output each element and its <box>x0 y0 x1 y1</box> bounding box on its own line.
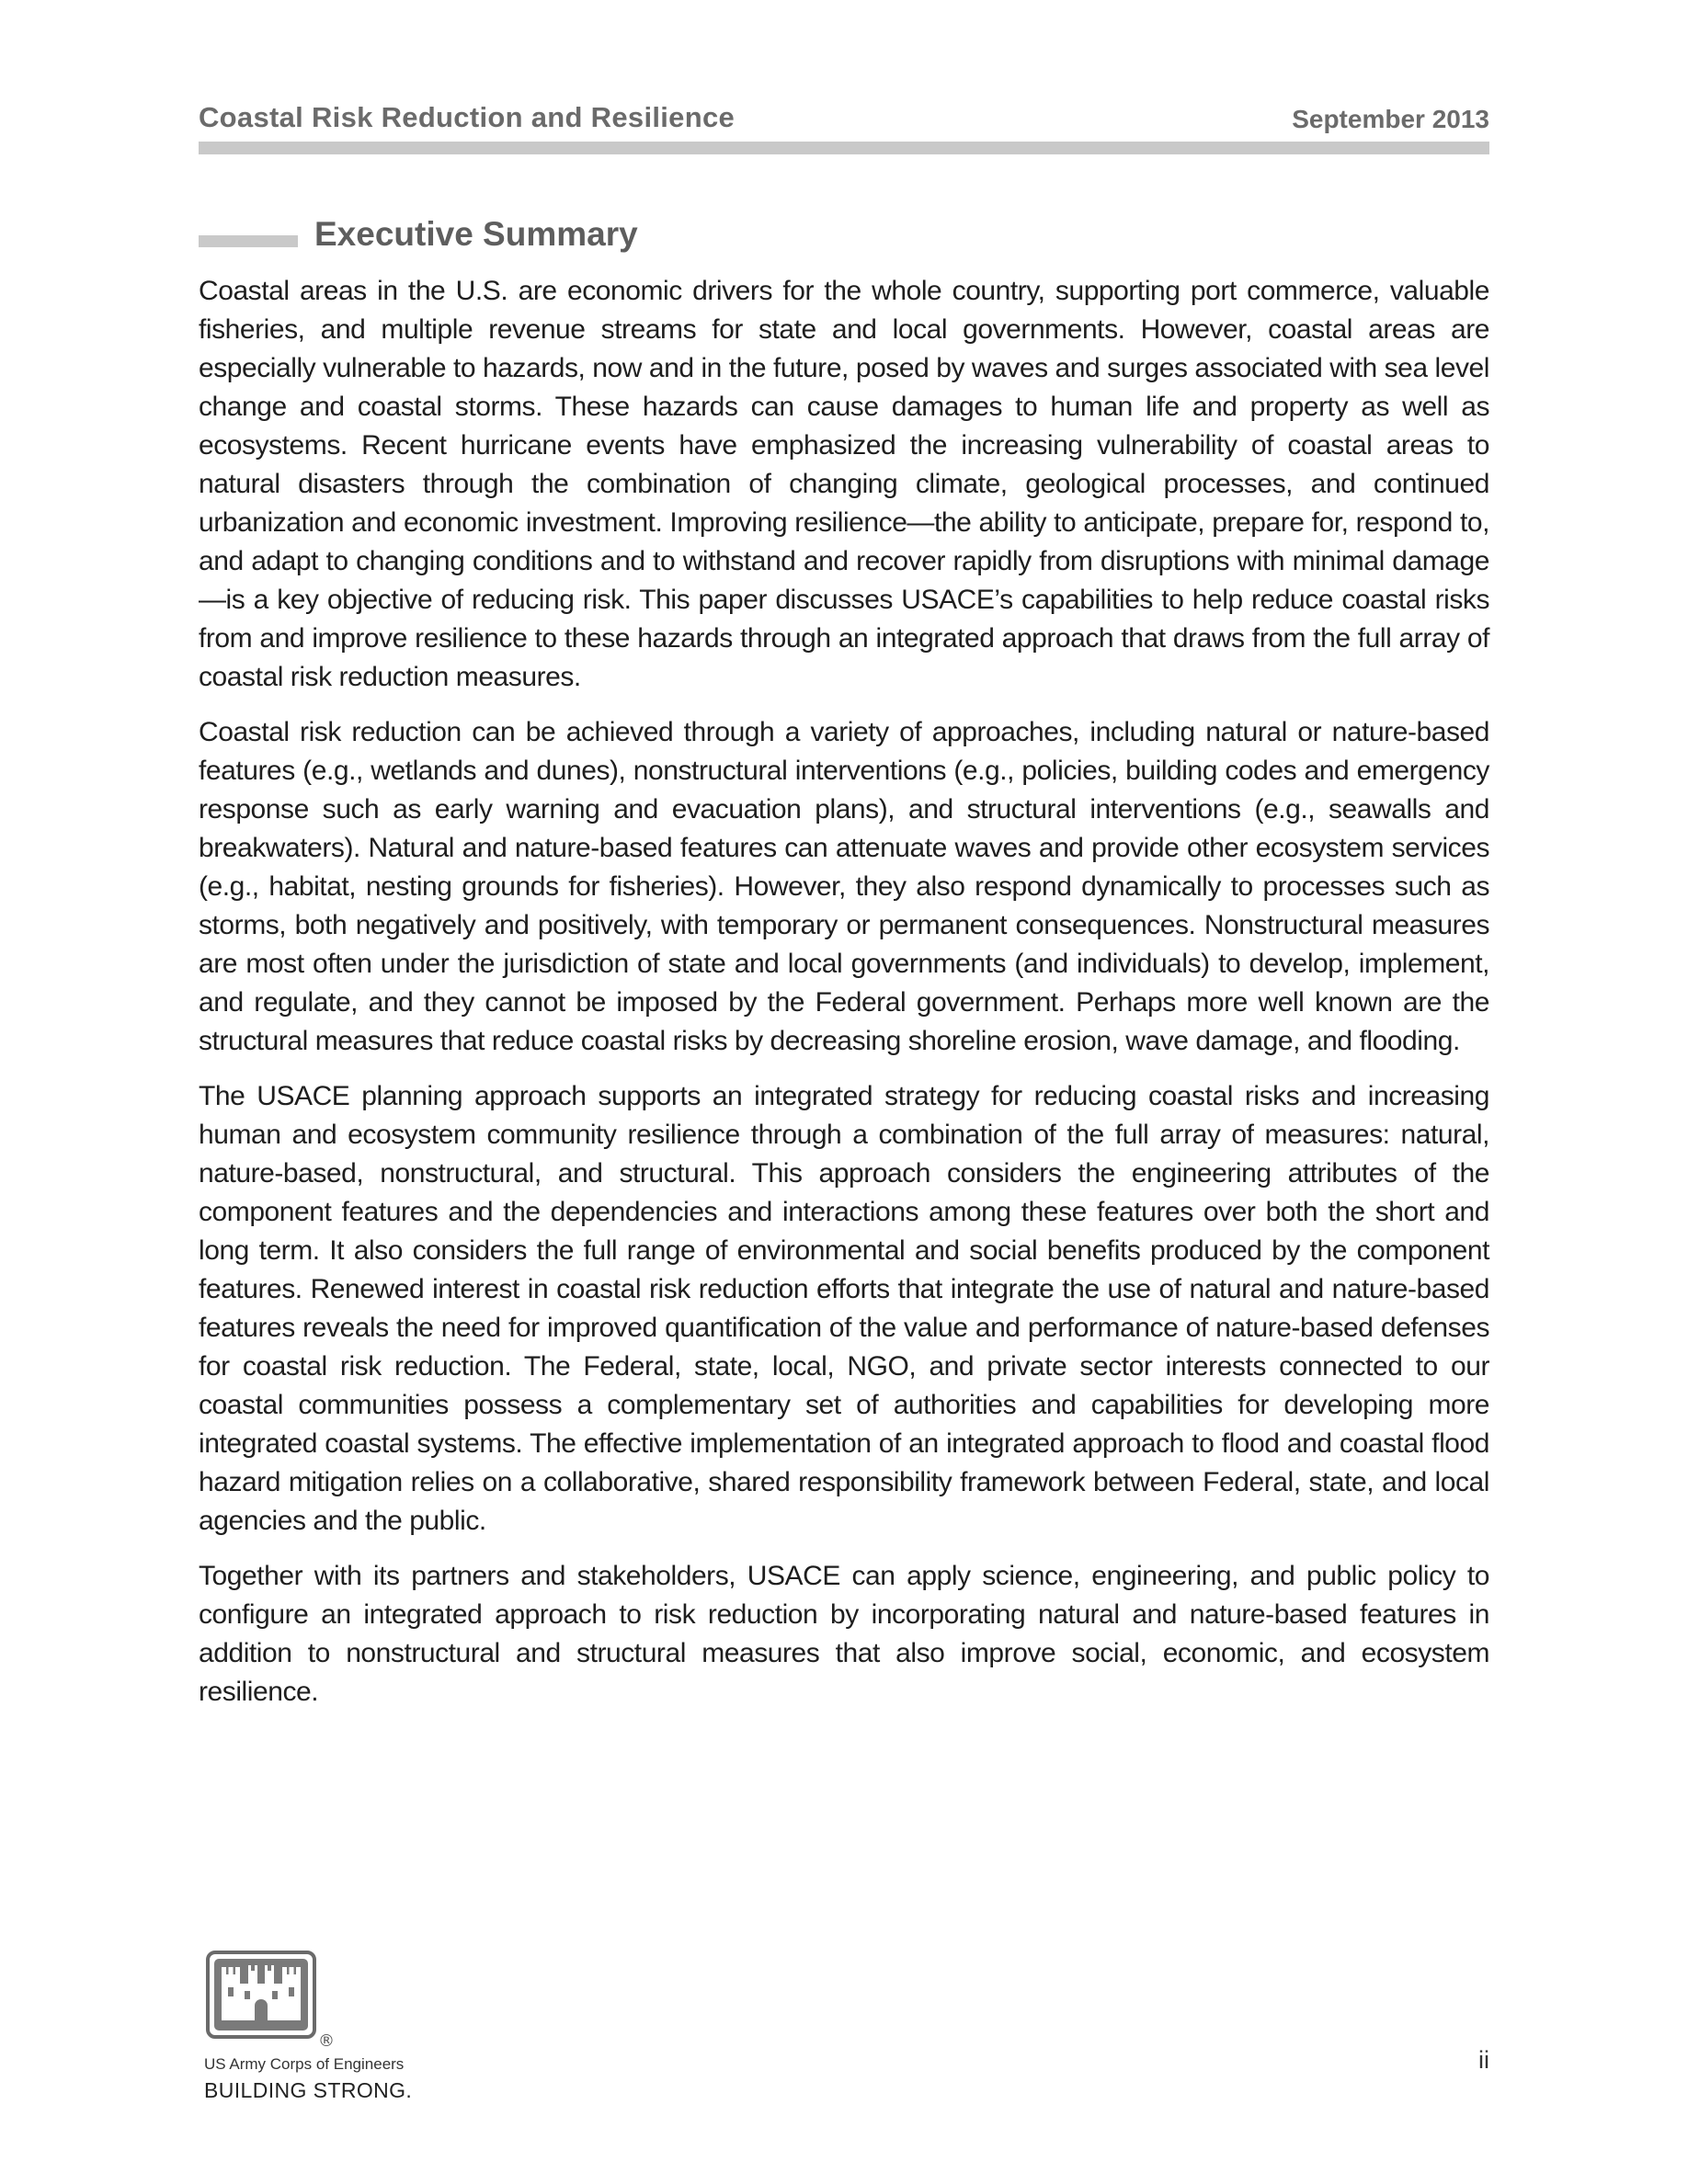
header-divider <box>199 142 1489 154</box>
paragraph: Coastal areas in the U.S. are economic drivers for the whole country, supporting port commerce, valuable fisheries, and multiple revenue streams for state and local governments. However, coastal areas are especially vulnerable to hazards, now and in the future, posed by waves and surges associated with sea level change and coastal storms. These hazards can cause damages to human life and property as well as ecosystems. Recent hurricane events have emphasized the increasing vulnerability of coastal areas to natural disasters through the combination of changing climate, geological processes, and continued urbanization and economic investment. Improving resilience—the ability to anticipate, prepare for, respond to, and adapt to changing conditions and to withstand and recover rapidly from disruptions with minimal damage—is a key objective of reducing risk. This paper discusses USACE’s capabilities to help reduce coastal risks from and improve resilience to these hazards through an integrated approach that draws from the full array of coastal risk reduction measures. <box>199 276 1489 692</box>
executive-summary-body <box>199 272 1489 1728</box>
organization-name: US Army Corps of Engineers <box>204 2055 405 2073</box>
paragraph: Coastal risk reduction can be achieved through a variety of approaches, including natural or nature-based features (e.g., wetlands and dunes), nonstructural interventions (e.g., policies, building codes and emergency response such as early warning and evacuation plans), and structural interventions (e.g., seawalls and breakwaters). Natural and nature-based features can attenuate waves and provide other ecosystem services (e.g., habitat, nesting grounds for fisheries). However, they also respond dynamically to processes such as storms, both negatively and positively, with temporary or permanent consequences. Nonstructural measures are most often under the jurisdiction of state and local governments (and individuals) to develop, implement, and regulate, and they cannot be imposed by the Federal government. Perhaps more well known are the structural measures that reduce coastal risks by decreasing shoreline erosion, wave damage, and flooding. <box>199 717 1489 1056</box>
paragraph: The USACE planning approach supports an integrated strategy for reducing coastal risks and increasing human and ecosystem community resilience through a combination of the full array of measures: natural, nature-based, nonstructural, and structural. This approach considers the engineering attributes of the component features and the dependencies and interactions among these features over both the short and long term. It also considers the full range of environmental and social benefits produced by the component features. Renewed interest in coastal risk reduction efforts that integrate the use of natural and nature-based features reveals the need for improved quantification of the value and performance of nature-based defenses for coastal risk reduction. The Federal, state, local, NGO, and private sector interests connected to our coastal communities possess a complementary set of authorities and capabilities for developing more integrated coastal systems. The effective implementation of an integrated approach to flood and coastal flood hazard mitigation relies on a collaborative, shared responsibility framework between Federal, state, and local agencies and the public. <box>199 1081 1489 1536</box>
castle-icon <box>206 1951 316 2039</box>
page-number: ii <box>1478 2046 1489 2074</box>
page-header <box>199 101 1489 138</box>
section-title: Executive Summary <box>314 215 638 253</box>
organization-tagline: BUILDING STRONG. <box>204 2078 413 2102</box>
paragraph: Together with its partners and stakeholders, USACE can apply science, engineering, and public policy to configure an integrated approach to risk reduction by incorporating natural and nature-based features in addition to nonstructural and structural measures that also improve social, economic, and ecosystem resilience. <box>199 1561 1489 1707</box>
section-marker-bar <box>199 235 298 247</box>
document-date: September 2013 <box>1292 105 1489 133</box>
registered-trademark: ® <box>318 2031 335 2051</box>
usace-logo <box>199 1947 419 2103</box>
section-heading <box>199 215 1489 257</box>
document-title: Coastal Risk Reduction and Resilience <box>199 101 736 133</box>
